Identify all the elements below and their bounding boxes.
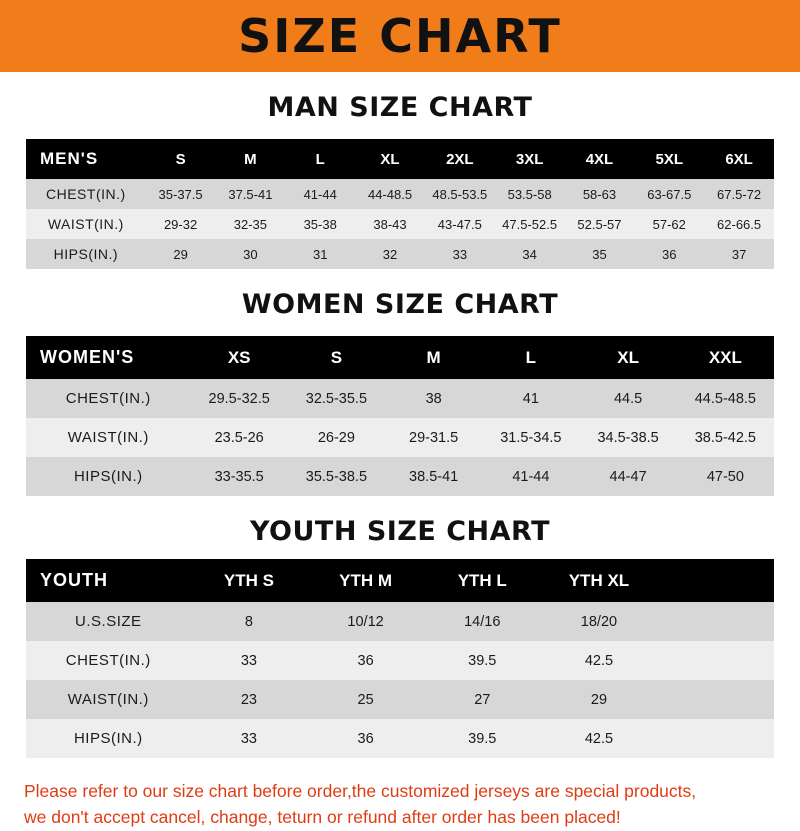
women-row1-col2: 29-31.5 bbox=[385, 418, 482, 457]
men-row0-col5: 53.5-58 bbox=[495, 179, 565, 209]
men-row1-col6: 52.5-57 bbox=[565, 209, 635, 239]
youth-row0-col2: 14/16 bbox=[424, 602, 541, 641]
table-header-row bbox=[26, 336, 774, 379]
men-table-wrapper bbox=[0, 139, 800, 269]
men-col-header-xl: XL bbox=[355, 139, 425, 179]
youth-row1-col4 bbox=[657, 641, 774, 680]
men-row1-col1: 32-35 bbox=[215, 209, 285, 239]
men-col-header-2xl: 2XL bbox=[425, 139, 495, 179]
youth-row3-col3: 42.5 bbox=[541, 719, 658, 758]
table-header-row bbox=[26, 559, 774, 602]
men-row2-col1: 30 bbox=[215, 239, 285, 269]
women-row0-col3: 41 bbox=[482, 379, 579, 418]
men-row0-col7: 63-67.5 bbox=[634, 179, 704, 209]
youth-row3-col4 bbox=[657, 719, 774, 758]
table-row bbox=[26, 457, 774, 496]
youth-row3-col1: 36 bbox=[307, 719, 424, 758]
men-row1-col0: 29-32 bbox=[146, 209, 216, 239]
women-col-header-xs: XS bbox=[191, 336, 288, 379]
youth-row0-col4 bbox=[657, 602, 774, 641]
men-row1-col7: 57-62 bbox=[634, 209, 704, 239]
women-row1-label: WAIST(IN.) bbox=[26, 418, 191, 457]
men-row1-col8: 62-66.5 bbox=[704, 209, 774, 239]
men-row2-col4: 33 bbox=[425, 239, 495, 269]
women-row1-col4: 34.5-38.5 bbox=[579, 418, 676, 457]
men-row0-col0: 35-37.5 bbox=[146, 179, 216, 209]
youth-col-header-xl: YTH XL bbox=[541, 559, 658, 602]
table-row bbox=[26, 719, 774, 758]
men-row1-label: WAIST(IN.) bbox=[26, 209, 146, 239]
men-row2-col2: 31 bbox=[285, 239, 355, 269]
men-col-header-5xl: 5XL bbox=[634, 139, 704, 179]
men-row2-col5: 34 bbox=[495, 239, 565, 269]
men-row1-col4: 43-47.5 bbox=[425, 209, 495, 239]
men-col-header-3xl: 3XL bbox=[495, 139, 565, 179]
youth-row1-col1: 36 bbox=[307, 641, 424, 680]
men-row2-col3: 32 bbox=[355, 239, 425, 269]
youth-row2-col1: 25 bbox=[307, 680, 424, 719]
youth-col-header-s: YTH S bbox=[191, 559, 308, 602]
men-row1-col5: 47.5-52.5 bbox=[495, 209, 565, 239]
women-row0-col4: 44.5 bbox=[579, 379, 676, 418]
table-row bbox=[26, 641, 774, 680]
men-row0-col1: 37.5-41 bbox=[215, 179, 285, 209]
youth-col-header-m: YTH M bbox=[307, 559, 424, 602]
youth-row2-label: WAIST(IN.) bbox=[26, 680, 191, 719]
youth-size-table bbox=[26, 559, 774, 758]
youth-row2-col0: 23 bbox=[191, 680, 308, 719]
table-row bbox=[26, 179, 774, 209]
women-row1-col0: 23.5-26 bbox=[191, 418, 288, 457]
page-title: SIZE CHART bbox=[238, 9, 562, 63]
men-row2-label: HIPS(IN.) bbox=[26, 239, 146, 269]
youth-section-heading: YOUTH SIZE CHART bbox=[249, 516, 551, 547]
women-row0-col0: 29.5-32.5 bbox=[191, 379, 288, 418]
men-row0-label: CHEST(IN.) bbox=[26, 179, 146, 209]
youth-row1-col2: 39.5 bbox=[424, 641, 541, 680]
men-col-header-6xl: 6XL bbox=[704, 139, 774, 179]
women-row0-label: CHEST(IN.) bbox=[26, 379, 191, 418]
men-row2-col6: 35 bbox=[565, 239, 635, 269]
men-row2-col8: 37 bbox=[704, 239, 774, 269]
youth-row0-col1: 10/12 bbox=[307, 602, 424, 641]
women-col-header-l: L bbox=[482, 336, 579, 379]
women-size-table bbox=[26, 336, 774, 496]
men-col-header-4xl: 4XL bbox=[565, 139, 635, 179]
women-col-header-s: S bbox=[288, 336, 385, 379]
women-col-header-m: M bbox=[385, 336, 482, 379]
youth-row1-col0: 33 bbox=[191, 641, 308, 680]
header-banner bbox=[0, 0, 800, 72]
women-row0-col5: 44.5-48.5 bbox=[677, 379, 774, 418]
women-row2-col0: 33-35.5 bbox=[191, 457, 288, 496]
youth-row2-col2: 27 bbox=[424, 680, 541, 719]
men-col-header-l: L bbox=[285, 139, 355, 179]
women-row2-label: HIPS(IN.) bbox=[26, 457, 191, 496]
youth-row3-label: HIPS(IN.) bbox=[26, 719, 191, 758]
women-row2-col5: 47-50 bbox=[677, 457, 774, 496]
men-row0-col2: 41-44 bbox=[285, 179, 355, 209]
youth-row2-col3: 29 bbox=[541, 680, 658, 719]
youth-col-header-blank bbox=[657, 559, 774, 602]
men-row2-col7: 36 bbox=[634, 239, 704, 269]
men-section-heading: MAN SIZE CHART bbox=[267, 92, 533, 123]
women-row1-col5: 38.5-42.5 bbox=[677, 418, 774, 457]
youth-row1-label: CHEST(IN.) bbox=[26, 641, 191, 680]
women-row-label-header: WOMEN'S bbox=[26, 336, 191, 379]
table-row bbox=[26, 209, 774, 239]
table-row bbox=[26, 379, 774, 418]
youth-table-wrapper bbox=[0, 559, 800, 758]
women-row2-col1: 35.5-38.5 bbox=[288, 457, 385, 496]
men-row0-col8: 67.5-72 bbox=[704, 179, 774, 209]
table-row bbox=[26, 680, 774, 719]
table-row bbox=[26, 239, 774, 269]
women-table-wrapper bbox=[0, 336, 800, 496]
table-row bbox=[26, 418, 774, 457]
men-row0-col6: 58-63 bbox=[565, 179, 635, 209]
policy-note bbox=[0, 766, 800, 831]
women-row1-col3: 31.5-34.5 bbox=[482, 418, 579, 457]
women-row0-col2: 38 bbox=[385, 379, 482, 418]
table-row bbox=[26, 602, 774, 641]
youth-row-label-header: YOUTH bbox=[26, 559, 191, 602]
women-row1-col1: 26-29 bbox=[288, 418, 385, 457]
youth-row0-col0: 8 bbox=[191, 602, 308, 641]
policy-note-line-2: we don't accept cancel, change, teturn or refund after order has been placed! bbox=[24, 807, 621, 828]
men-row2-col0: 29 bbox=[146, 239, 216, 269]
women-row2-col3: 41-44 bbox=[482, 457, 579, 496]
women-col-header-xxl: XXL bbox=[677, 336, 774, 379]
youth-row3-col0: 33 bbox=[191, 719, 308, 758]
men-col-header-s: S bbox=[146, 139, 216, 179]
youth-row0-col3: 18/20 bbox=[541, 602, 658, 641]
youth-row0-label: U.S.SIZE bbox=[26, 602, 191, 641]
men-row1-col3: 38-43 bbox=[355, 209, 425, 239]
women-col-header-xl: XL bbox=[579, 336, 676, 379]
youth-row2-col4 bbox=[657, 680, 774, 719]
women-row0-col1: 32.5-35.5 bbox=[288, 379, 385, 418]
women-section-heading: WOMEN SIZE CHART bbox=[241, 289, 559, 320]
youth-row1-col3: 42.5 bbox=[541, 641, 658, 680]
men-row1-col2: 35-38 bbox=[285, 209, 355, 239]
policy-note-line-1: Please refer to our size chart before order,the customized jerseys are special products, bbox=[24, 781, 697, 801]
youth-col-header-l: YTH L bbox=[424, 559, 541, 602]
table-header-row bbox=[26, 139, 774, 179]
youth-row3-col2: 39.5 bbox=[424, 719, 541, 758]
men-col-header-m: M bbox=[215, 139, 285, 179]
men-row0-col4: 48.5-53.5 bbox=[425, 179, 495, 209]
men-size-table bbox=[26, 139, 774, 269]
men-row0-col3: 44-48.5 bbox=[355, 179, 425, 209]
women-row2-col4: 44-47 bbox=[579, 457, 676, 496]
men-row-label-header: MEN'S bbox=[26, 139, 146, 179]
women-row2-col2: 38.5-41 bbox=[385, 457, 482, 496]
